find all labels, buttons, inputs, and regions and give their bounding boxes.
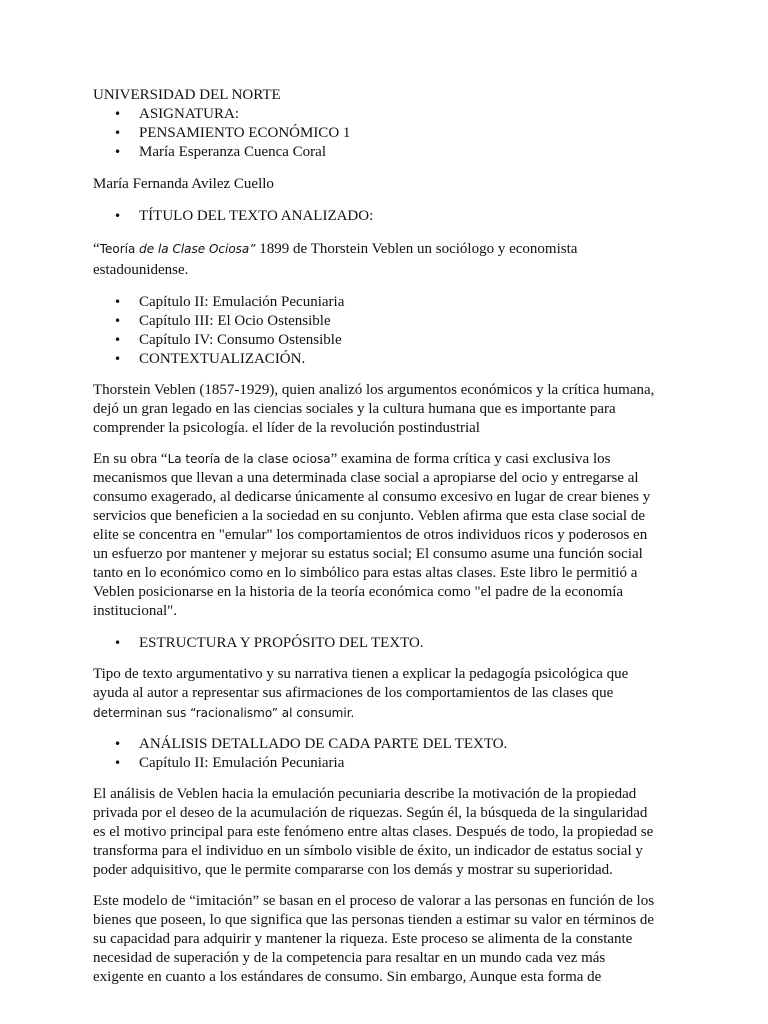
modelo-line: su capacidad para adquirir y mantener la riqueza. Este proceso se alimenta de la constante xyxy=(93,931,633,947)
document-body xyxy=(93,86,678,987)
book-title-part1: Teoría xyxy=(99,242,136,256)
obra-line: institucional". xyxy=(93,603,178,619)
chapter-item: • Capítulo II: Emulación Pecuniaria xyxy=(93,293,678,312)
emulacion-line: es el motivo principal para este fenómeno entre altas clases. Después de todo, la propiedad se xyxy=(93,824,654,840)
estructura-paragraph xyxy=(93,665,678,723)
modelo-line: necesidad de superación y de la competencia para resaltar en un mundo cada vez más xyxy=(93,950,606,966)
header-item: • ASIGNATURA: xyxy=(93,105,678,124)
modelo-line: bienes que poseen, lo que significa que las personas tienden a estimar su valor en términos de xyxy=(93,912,655,928)
title-bullet: • TÍTULO DEL TEXTO ANALIZADO: xyxy=(93,207,678,226)
analisis-bullet: • Capítulo II: Emulación Pecuniaria xyxy=(93,754,678,773)
header-list xyxy=(93,105,678,162)
university-name: UNIVERSIDAD DEL NORTE xyxy=(93,87,281,103)
analisis-bullet: • ANÁLISIS DETALLADO DE CADA PARTE DEL TEXTO. xyxy=(93,735,678,754)
book-title-open-quote: “ xyxy=(93,241,100,257)
book-reference xyxy=(93,239,678,281)
obra-line: Veblen posicionarse en la historia de la teoría económica como "el padre de la economía xyxy=(93,584,624,600)
modelo-paragraph xyxy=(93,892,678,987)
obra-prefix: En su obra “ xyxy=(93,451,168,467)
modelo-line: exigente en cuanto a los estándares de consumo. Sin embargo, Aunque esta forma de xyxy=(93,969,602,985)
book-reference-text-2: estadounidense. xyxy=(93,262,189,278)
context-line: Thorstein Veblen (1857-1929), quien analizó los argumentos económicos y la crítica humana, xyxy=(93,382,655,398)
title-bullet-list xyxy=(93,207,678,226)
obra-suffix: ” examina de forma crítica y casi exclusiva los xyxy=(330,451,611,467)
obra-book-title: La teoría de la clase ociosa xyxy=(167,452,331,466)
header-item: • PENSAMIENTO ECONÓMICO 1 xyxy=(93,124,678,143)
emulacion-line: El análisis de Veblen hacia la emulación pecuniaria describe la motivación de la propiedad xyxy=(93,786,637,802)
estructura-bullet-list xyxy=(93,634,678,653)
header-item: • María Esperanza Cuenca Coral xyxy=(93,143,678,162)
obra-line: elite se concentra en "emular" los comportamientos de otros individuos ricos y poderosos en xyxy=(93,527,648,543)
emulacion-paragraph xyxy=(93,785,678,880)
estructura-line: Tipo de texto argumentativo y su narrativa tienen a explicar la pedagogía psicológica que xyxy=(93,666,629,682)
student-name: María Fernanda Avilez Cuello xyxy=(93,176,274,192)
emulacion-line: poder adquisitivo, que le permite compararse con los demás y mostrar su superioridad. xyxy=(93,862,613,878)
emulacion-line: transforma para el individuo en un símbolo visible de éxito, un indicador de estatus social y xyxy=(93,843,643,859)
obra-line: consumo exagerado, al dedicarse únicamente al consumo excesivo en lugar de crear bienes y xyxy=(93,489,651,505)
estructura-bullet: • ESTRUCTURA Y PROPÓSITO DEL TEXTO. xyxy=(93,634,678,653)
context-line: dejó un gran legado en las ciencias sociales y la cultura humana que es importante para xyxy=(93,401,616,417)
analisis-bullet-list xyxy=(93,735,678,773)
obra-line: un esfuerzo por mantener y mejorar su estatus social; El consumo asume una función social xyxy=(93,546,643,562)
book-title-part2: de la Clase Ociosa xyxy=(135,242,250,256)
estructura-line: ayuda al autor a representar sus afirmaciones de los comportamientos de las clases que xyxy=(93,685,614,701)
obra-line: servicios que beneficien a la sociedad en su conjunto. Veblen afirma que esta clase social de xyxy=(93,508,646,524)
chapter-item: • Capítulo III: El Ocio Ostensible xyxy=(93,312,678,331)
chapter-item: • Capítulo IV: Consumo Ostensible xyxy=(93,331,678,350)
estructura-last-line: determinan sus “racionalismo” al consumir. xyxy=(93,706,355,720)
book-title-close-quote: ” xyxy=(249,242,256,256)
chapter-item: • CONTEXTUALIZACIÓN. xyxy=(93,350,678,369)
modelo-line: Este modelo de “imitación” se basan en el proceso de valorar a las personas en función de los xyxy=(93,893,655,909)
context-paragraph xyxy=(93,381,678,438)
obra-line: mecanismos que llevan a una determinada clase social a apropiarse del ocio y entregarse al xyxy=(93,470,639,486)
chapters-list xyxy=(93,293,678,369)
obra-paragraph xyxy=(93,450,678,621)
context-line: comprender la psicología. el líder de la revolución postindustrial xyxy=(93,420,480,436)
emulacion-line: privada por el deseo de la acumulación de riquezas. Según él, la búsqueda de la singularidad xyxy=(93,805,648,821)
obra-line: tanto en lo económico como en lo simbólico para estas altas clases. Este libro le permitió a xyxy=(93,565,638,581)
book-reference-text: 1899 de Thorstein Veblen un sociólogo y economista xyxy=(255,241,578,257)
obra-first-line xyxy=(93,450,678,469)
